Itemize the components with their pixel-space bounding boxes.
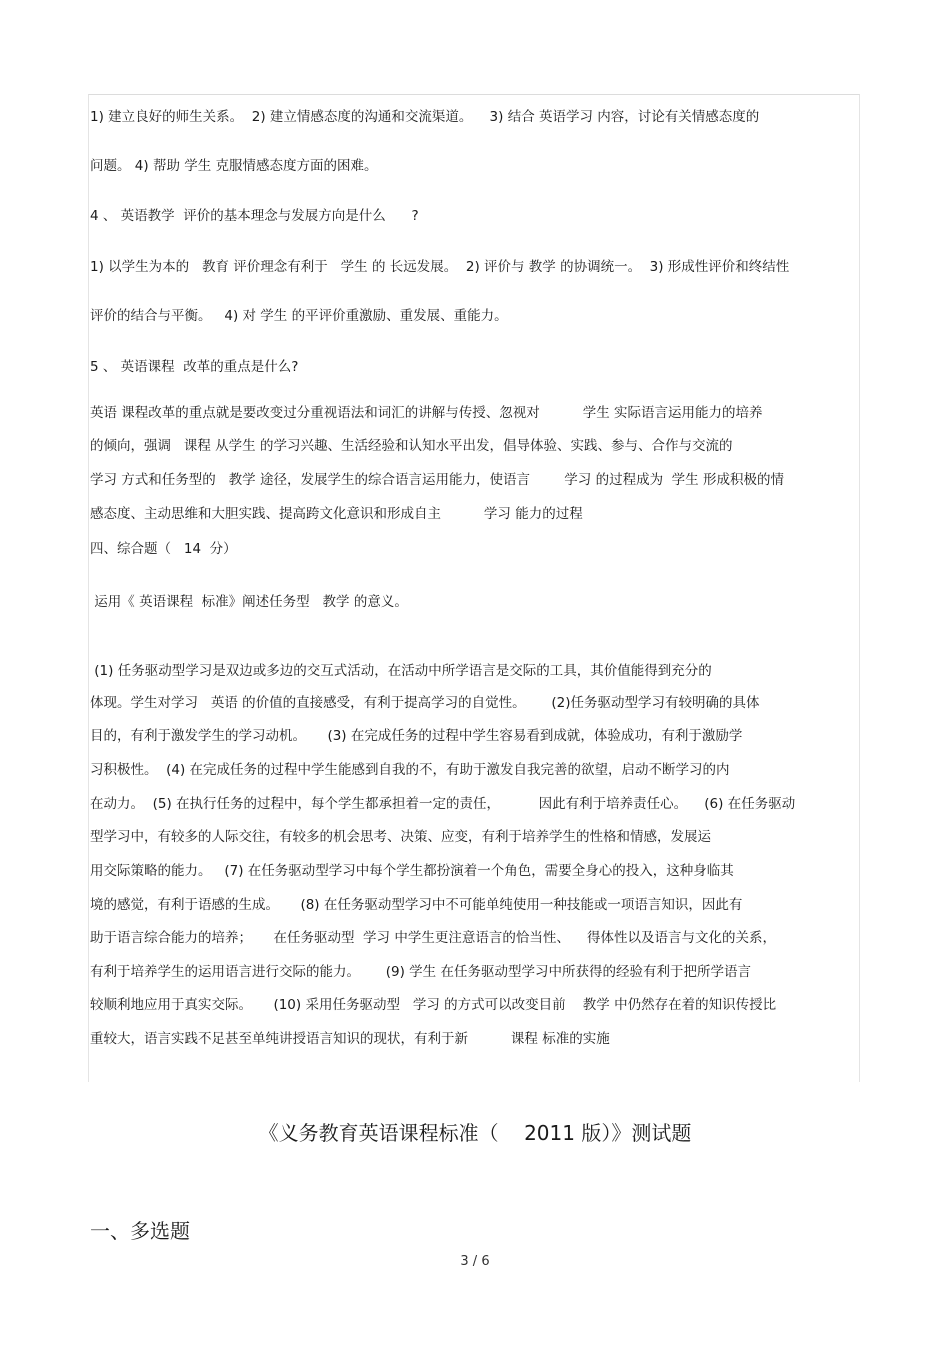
answer-line: 境的感觉，有利于语感的生成。 (8) 在任务驱动型学习中不可能单纯使用一种技能或一项语言知识，因此有 — [90, 897, 743, 913]
answer-line: 用交际策略的能力。 (7) 在任务驱动型学习中每个学生都扮演着一个角色，需要全身心的投入，这种身临其 — [90, 863, 734, 879]
section-heading-4: 四、综合题（ 14 分） — [90, 541, 237, 557]
question-heading: 4 、 英语教学 评价的基本理念与发展方向是什么 ? — [90, 208, 419, 224]
text-line: 问题。 4) 帮助 学生 克服情感态度方面的困难。 — [90, 158, 378, 174]
question-heading: 5 、 英语课程 改革的重点是什么? — [90, 359, 299, 375]
section-heading: 一、多选题 — [90, 1219, 190, 1243]
answer-line: 助于语言综合能力的培养； 在任务驱动型 学习 中学生更注意语言的恰当性、 得体性以及语言与文化的关系， — [90, 930, 776, 946]
question-prompt: 运用《 英语课程 标准》阐述任务型 教学 的意义。 — [90, 594, 408, 610]
answer-line: 有利于培养学生的运用语言进行交际的能力。 (9) 学生 在任务驱动型学习中所获得的经验有利于把所学语言 — [90, 964, 751, 980]
answer-line: 重较大，语言实践不足甚至单纯讲授语言知识的现状，有利于新 课程 标准的实施 — [90, 1031, 610, 1047]
page-number: 3 / 6 — [460, 1254, 490, 1269]
answer-line: 较顺利地应用于真实交际。 (10) 采用任务驱动型 学习 的方式可以改变目前 教学 中仍然存在着的知识传授比 — [90, 997, 777, 1013]
answer-line: 目的，有利于激发学生的学习动机。 (3) 在完成任务的过程中学生容易看到成就，体验成功，有利于激励学 — [90, 728, 743, 744]
text-line: 1) 建立良好的师生关系。 2) 建立情感态度的沟通和交流渠道。 3) 结合 英语学习 内容，讨论有关情感态度的 — [90, 109, 760, 125]
text-line: 1) 以学生为本的 教育 评价理念有利于 学生 的 长远发展。 2) 评价与 教学 的协调统一。 3) 形成性评价和终结性 — [90, 259, 790, 275]
test-title: 《义务教育英语课程标准（ 2011 版）》测试题 — [258, 1121, 692, 1145]
text-line: 评价的结合与平衡。 4) 对 学生 的平评价重激励、重发展、重能力。 — [90, 308, 508, 324]
text-line: 的倾向，强调 课程 从学生 的学习兴趣、生活经验和认知水平出发，倡导体验、实践、参与、合作与交流的 — [90, 438, 733, 454]
text-line: 英语 课程改革的重点就是要改变过分重视语法和词汇的讲解与传授、忽视对 学生 实际语言运用能力的培养 — [90, 405, 763, 421]
answer-line: 在动力。 (5) 在执行任务的过程中，每个学生都承担着一定的责任， 因此有利于培养责任心。 (6) 在任务驱动 — [90, 796, 796, 812]
answer-line: 习积极性。 (4) 在完成任务的过程中学生能感到自我的不，有助于激发自我完善的欲望，启动不断学习的内 — [90, 762, 730, 778]
answer-line: 体现。学生对学习 英语 的价值的直接感受，有利于提高学习的自觉性。 (2)任务驱动型学习有较明确的具体 — [90, 695, 760, 711]
answer-line: 型学习中，有较多的人际交往，有较多的机会思考、决策、应变，有利于培养学生的性格和情感，发展运 — [90, 829, 711, 845]
text-line: 感态度、主动思维和大胆实践、提高跨文化意识和形成自主 学习 能力的过程 — [90, 506, 583, 522]
answer-line: (1) 任务驱动型学习是双边或多边的交互式活动，在活动中所学语言是交际的工具，其价值能得到充分的 — [90, 663, 712, 679]
text-line: 学习 方式和任务型的 教学 途径，发展学生的综合语言运用能力，使语言 学习 的过程成为 学生 形成积极的情 — [90, 472, 784, 488]
